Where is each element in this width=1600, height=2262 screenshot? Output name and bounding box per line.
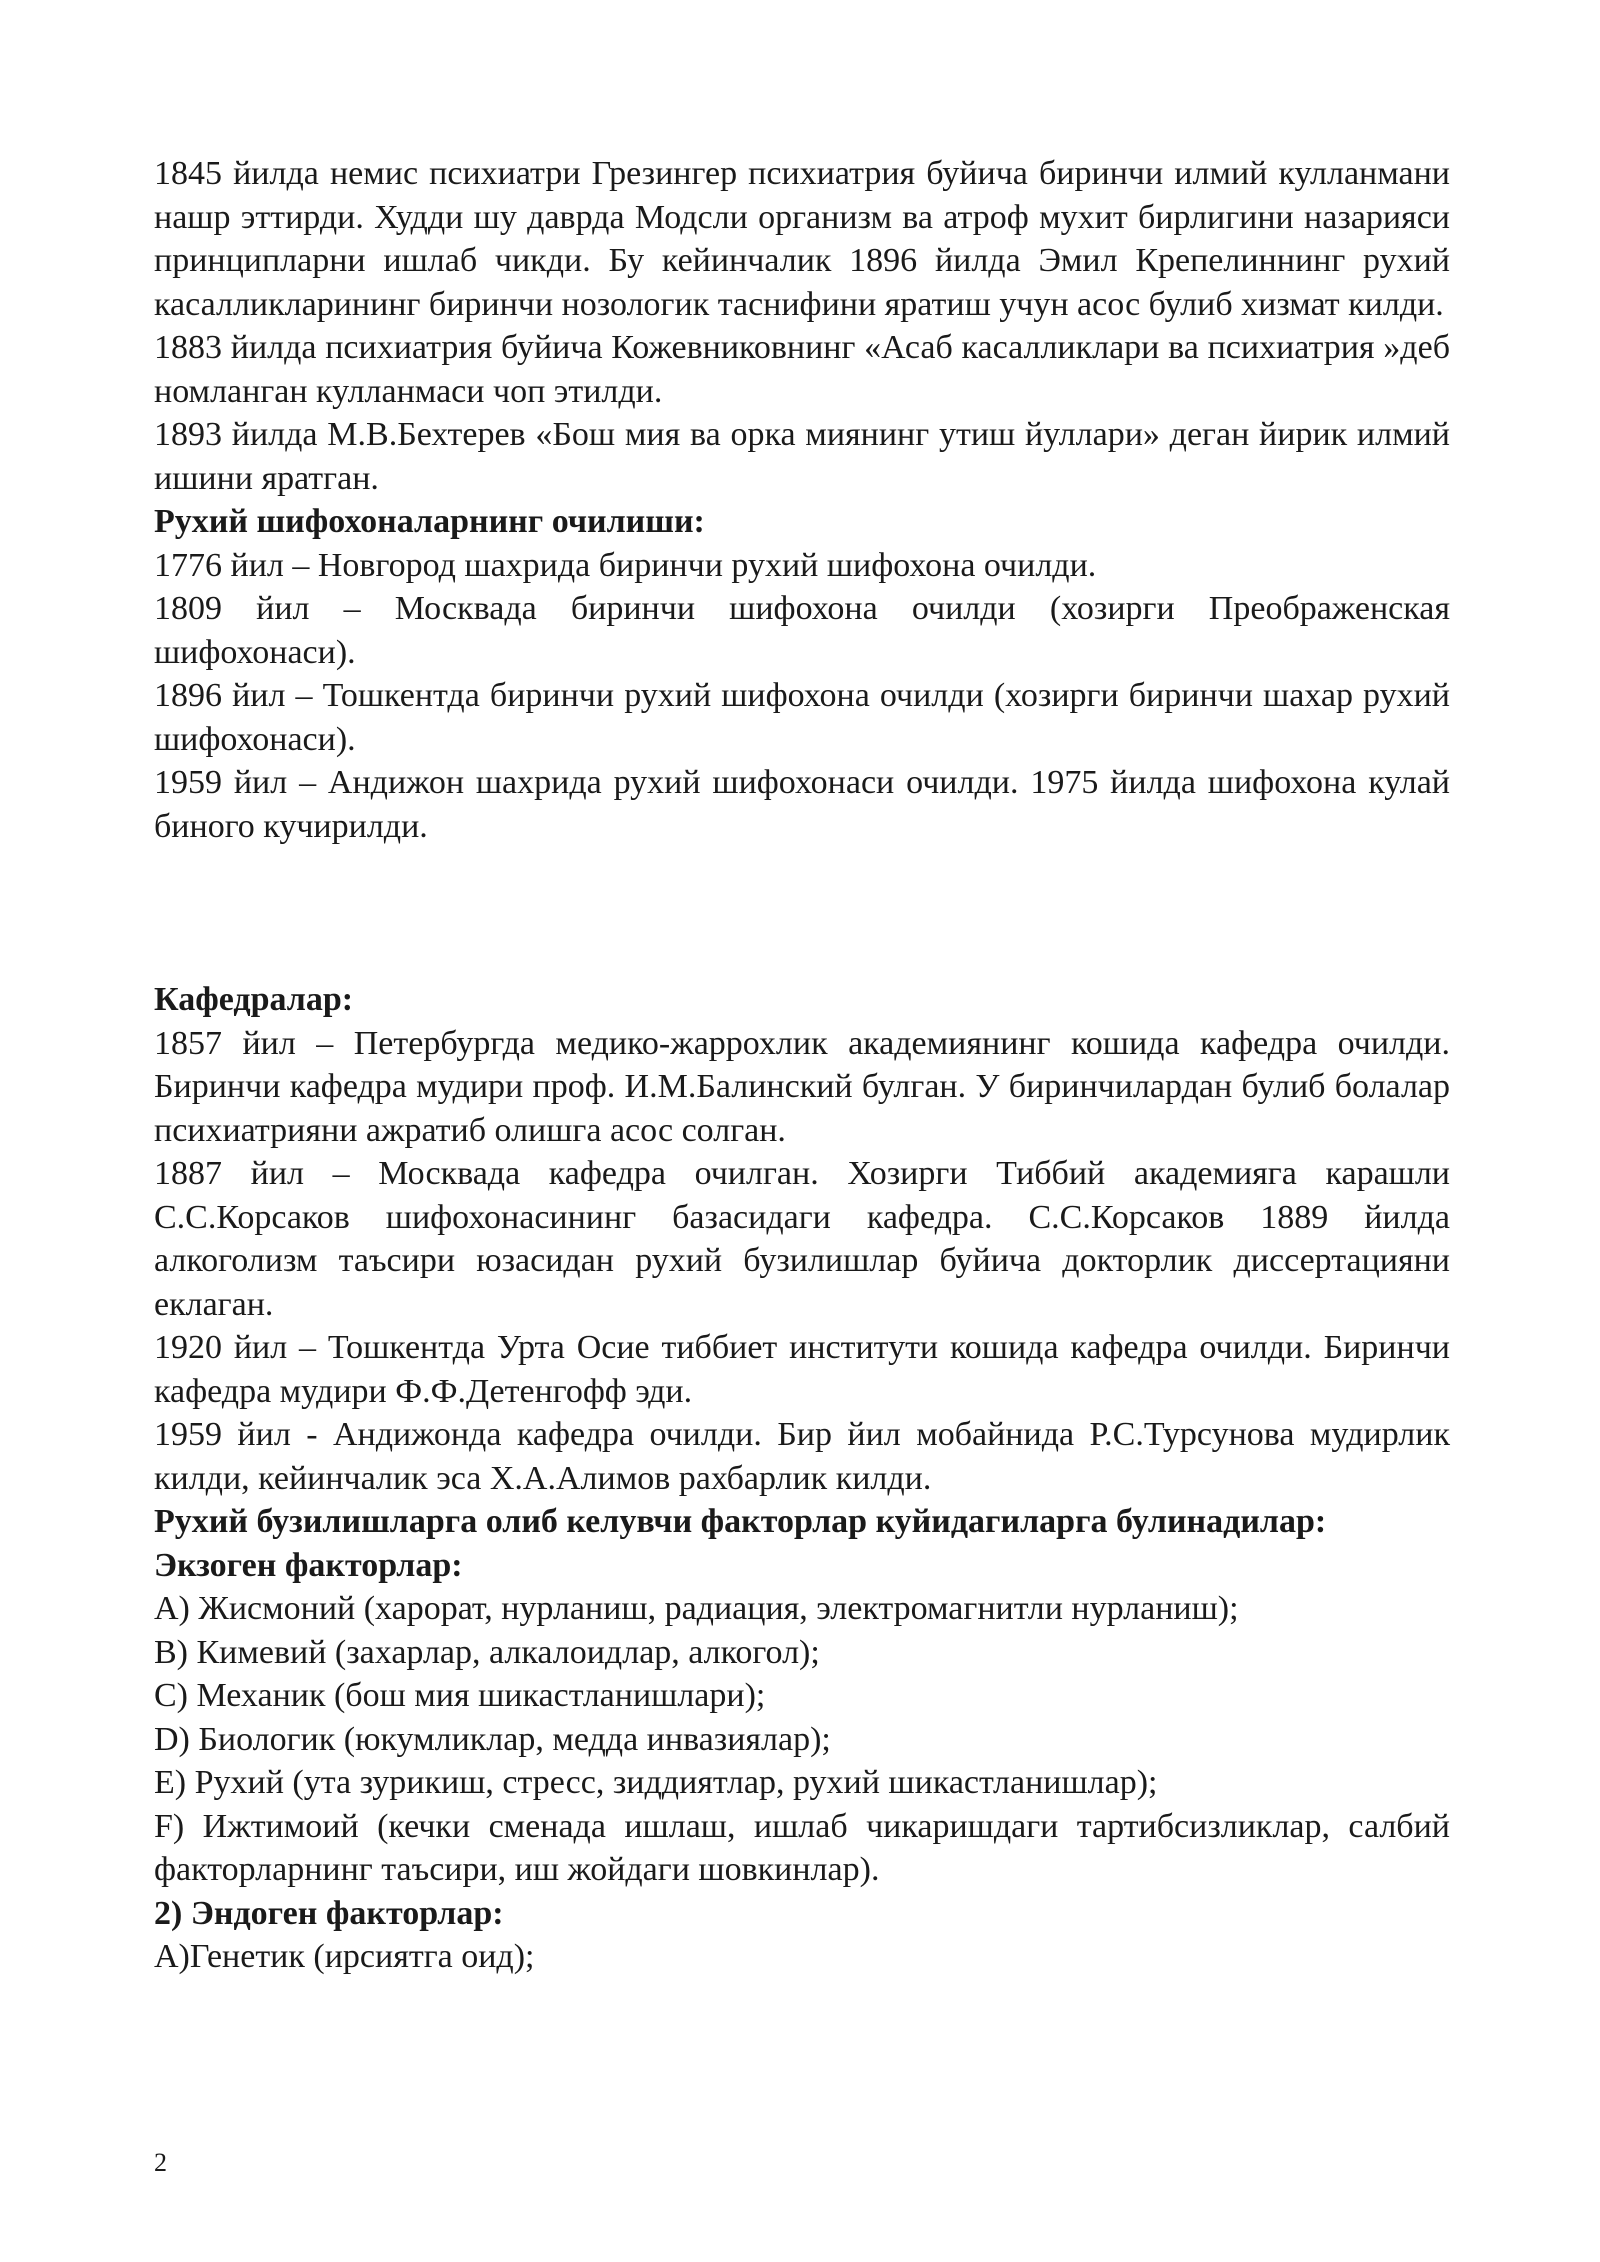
endogenous-factors-heading: 2) Эндоген факторлар: [154,1894,504,1932]
hospital-item-1776: 1776 йил – Новгород шахрида биринчи рухий шифохона очилди. [154,546,1097,584]
exogenous-factor-b: B) Кимевий (захарлар, алкалоидлар, алкогол); [154,1633,820,1671]
endogenous-factor-a: A)Генетик (ирсиятга оид); [154,1938,535,1975]
factors-heading: Рухий бузилишларга олиб келувчи факторлар куйидагиларга булинадилар: [154,1503,1327,1540]
department-item-1887: 1887 йил – Москвада кафедра очилган. Хозирги Тиббий академияга карашли С.С.Корсаков шифохонасининг базасидаги кафедра. С.С.Корсаков 1889 йилда алкоголизм таъсири юзасидан рухий бузилишлар буйича докторлик диссертацияни еклаган. [154,1155,1450,1323]
hospital-item-1896: 1896 йил – Тошкентда биринчи рухий шифохона очилди (хозирги биринчи шахар рухий шифохонаси). [154,677,1450,758]
exogenous-factor-e: E) Рухий (ута зурикиш, стресс, зиддиятлар, рухий шикастланишлар); [154,1764,1158,1801]
exogenous-factor-c: C) Механик (бош мия шикастланишлари); [154,1677,766,1714]
exogenous-factor-d: D) Биологик (юкумликлар, медда инвазиялар); [154,1720,831,1758]
hospitals-heading: Рухий шифохоналарнинг очилиши: [154,503,705,540]
hospital-item-1809: 1809 йил – Москвада биринчи шифохона очилди (хозирги Преображенская шифохонаси). [154,590,1450,671]
exogenous-factor-a: A) Жисмоний (харорат, нурланиш, радиация, электромагнитли нурланиш); [154,1590,1239,1627]
blank-space [154,848,1450,978]
hospital-item-1959: 1959 йил – Андижон шахрида рухий шифохонаси очилди. 1975 йилда шифохона кулай биного кучирилди. [154,764,1450,845]
departments-heading: Кафедралар: [154,981,354,1018]
page-number: 2 [154,2148,167,2177]
department-item-1959: 1959 йил - Андижонда кафедра очилди. Бир йил мобайнида Р.С.Турсунова мудирлик килди, кейинчалик эса Х.А.Алимов рахбарлик килди. [154,1416,1450,1497]
history-paragraph-3: 1893 йилда М.В.Бехтерев «Бош мия ва орка миянинг утиш йуллари» деган йирик илмий ишини яратган. [154,416,1450,497]
history-paragraph-2: 1883 йилда психиатрия буйича Кожевниковнинг «Асаб касалликлари ва психиатрия »деб номланган кулланмаси чоп этилди. [154,329,1450,410]
exogenous-factor-f: F) Ижтимоий (кечки сменада ишлаш, ишлаб чикаришдаги тартибсизликлар, салбий факторларнинг таъсири, иш жойдаги шовкинлар). [154,1807,1450,1888]
department-item-1920: 1920 йил – Тошкентда Урта Осие тиббиет институти кошида кафедра очилди. Биринчи кафедра мудири Ф.Ф.Детенгофф эди. [154,1329,1450,1410]
history-paragraph-1: 1845 йилда немис психиатри Грезингер психиатрия буйича биринчи илмий кулланмани нашр эттирди. Худди шу даврда Модсли организм ва атроф мухит бирлигини назарияси принципларни ишлаб чикди. Бу кейинчалик 1896 йилда Эмил Крепелиннинг рухий касалликларининг биринчи нозологик таснифини яратиш учун асос булиб хизмат килди. [154,155,1450,323]
exogenous-factors-heading: Экзоген факторлар: [154,1546,463,1584]
department-item-1857: 1857 йил – Петербургда медико-жаррохлик академиянинг кошида кафедра очилди. Биринчи кафедра мудири проф. И.М.Балинский булган. У биринчилардан булиб болалар психиатрияни ажратиб олишга асос солган. [154,1024,1450,1149]
document-page [154,152,1450,1979]
